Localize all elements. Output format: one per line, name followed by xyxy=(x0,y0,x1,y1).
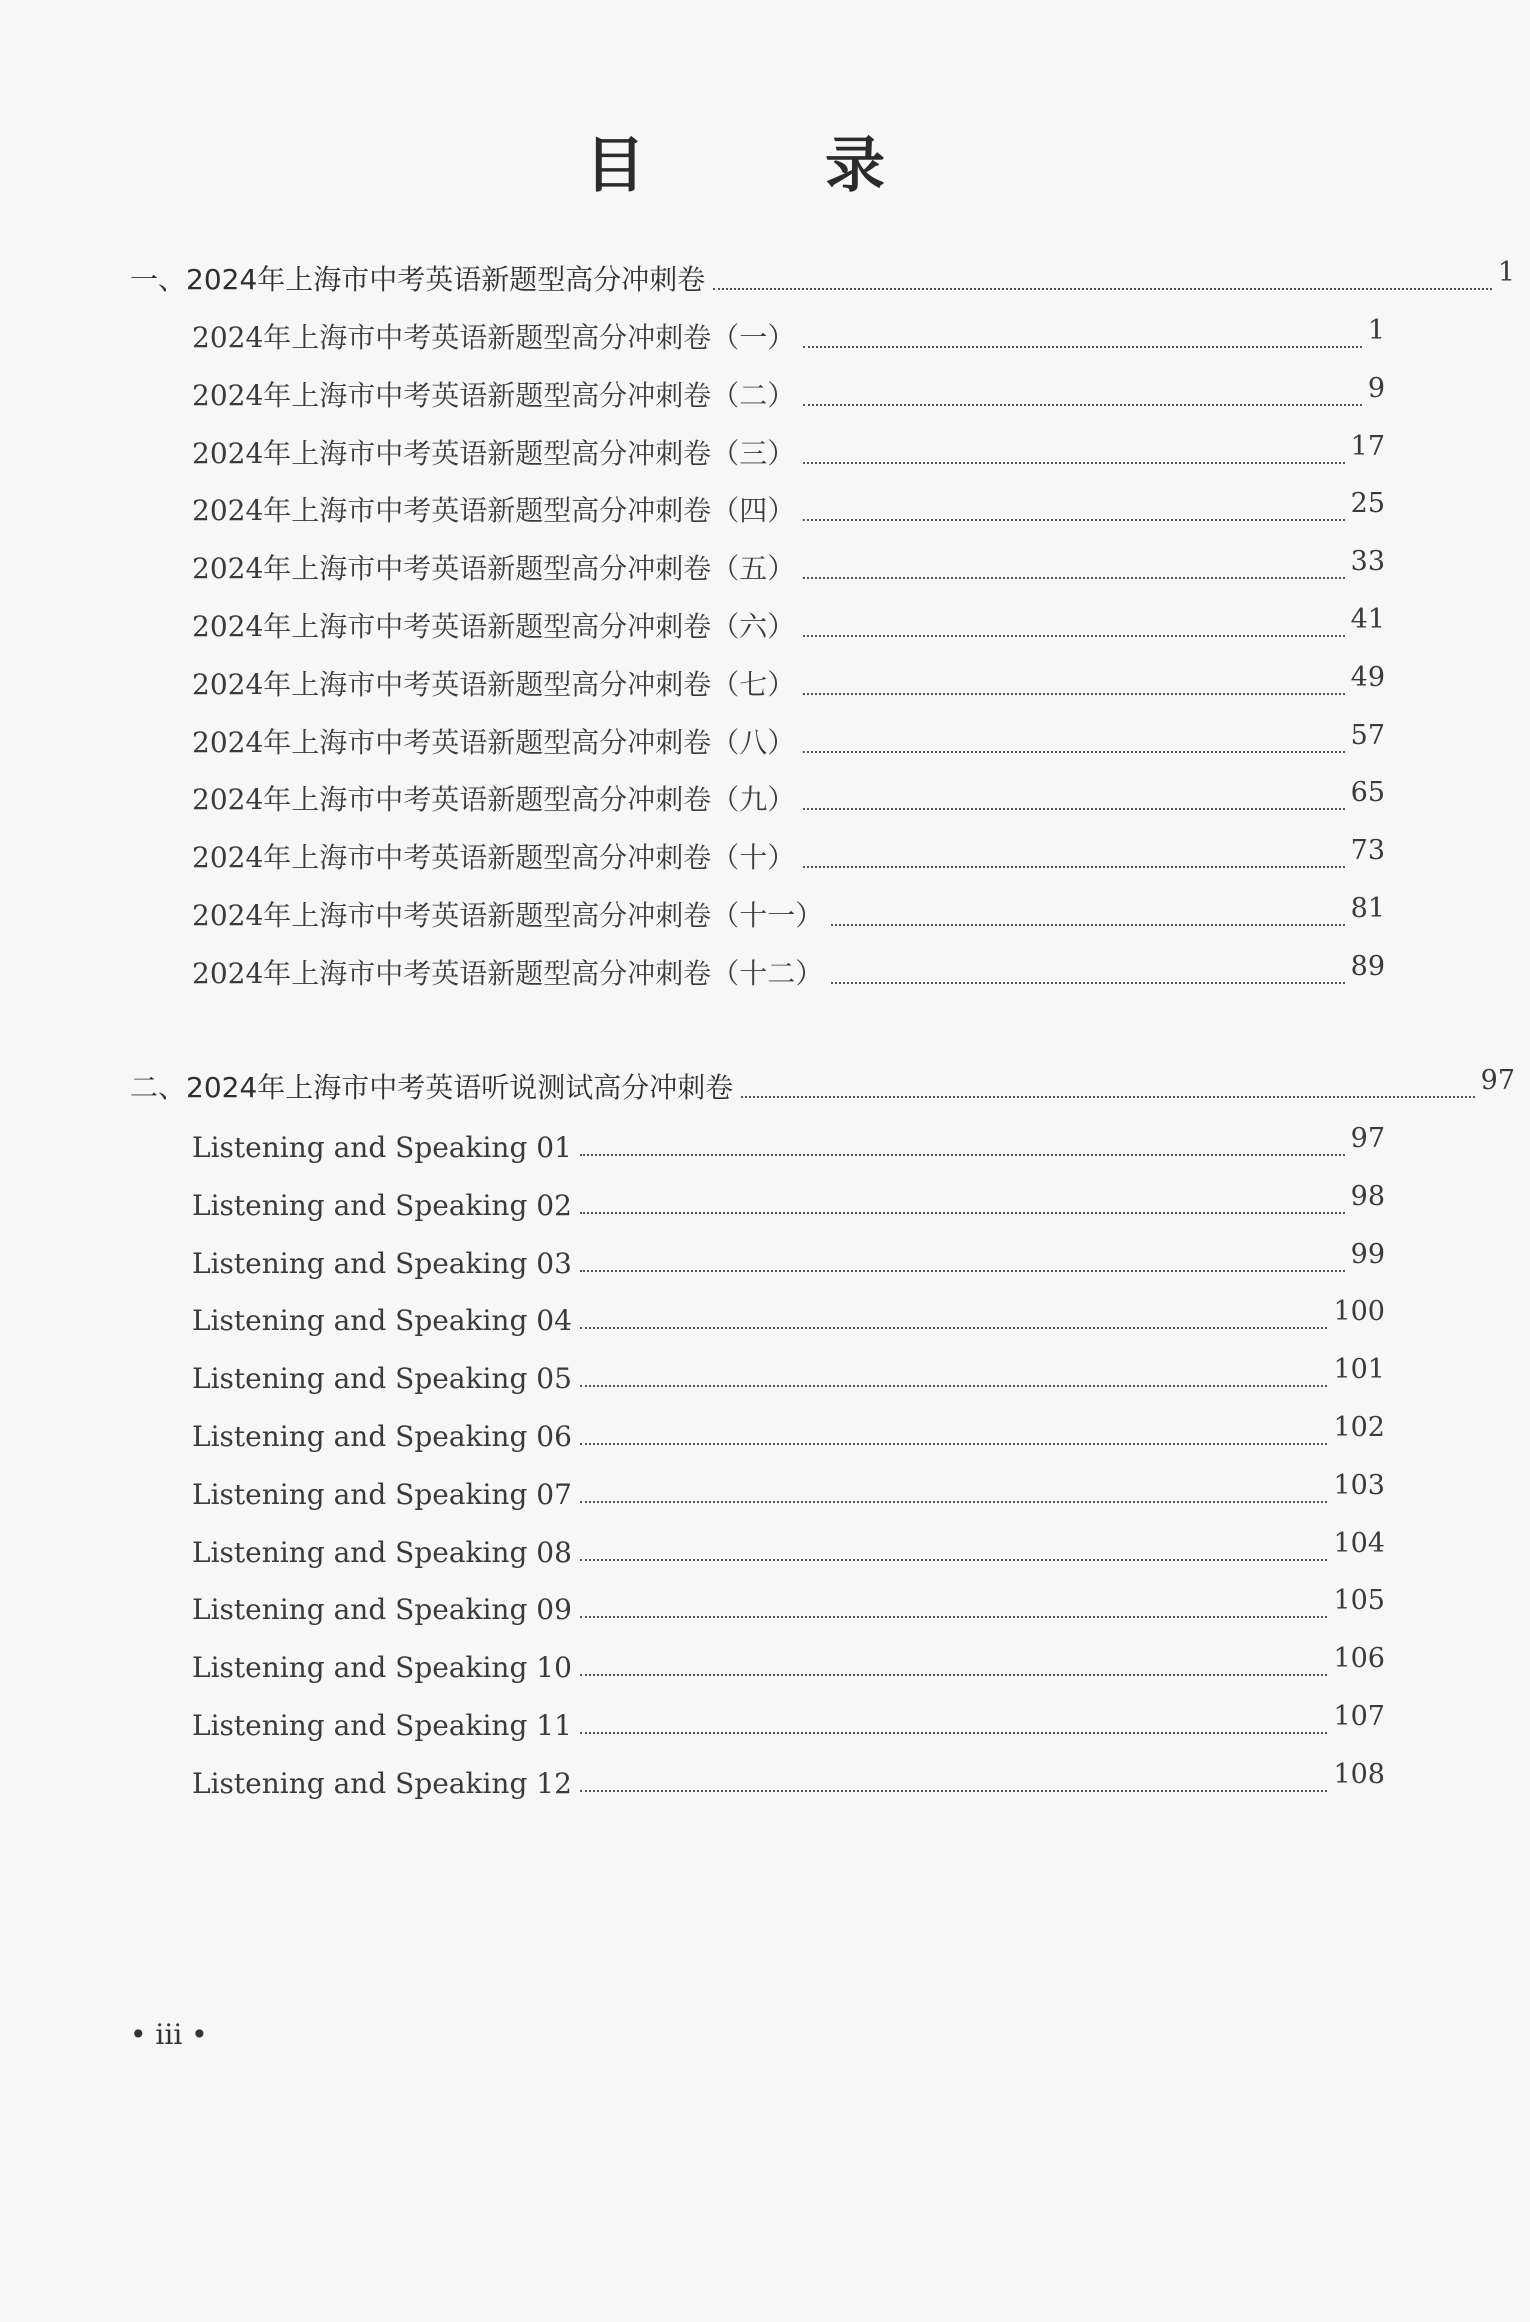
toc-item[interactable] xyxy=(0,1586,1385,1626)
toc-item-label: Listening and Speaking 06 xyxy=(192,1420,572,1453)
leader-dots xyxy=(831,923,1344,926)
toc-item-label: 2024年上海市中考英语新题型高分冲刺卷（六） xyxy=(192,610,796,643)
toc-item[interactable] xyxy=(0,374,1385,414)
leader-dots xyxy=(741,1095,1474,1098)
toc-item-label: 2024年上海市中考英语新题型高分冲刺卷（九） xyxy=(192,783,796,816)
leader-dots xyxy=(713,287,1492,290)
toc-item[interactable] xyxy=(0,432,1385,472)
toc-item[interactable] xyxy=(0,778,1385,818)
toc-item-label: 2024年上海市中考英语新题型高分冲刺卷（十二） xyxy=(192,957,824,990)
leader-dots xyxy=(803,461,1344,464)
leader-dots xyxy=(803,750,1344,753)
leader-dots xyxy=(803,518,1344,521)
toc-item-label: Listening and Speaking 02 xyxy=(192,1189,572,1222)
toc-item-label: Listening and Speaking 01 xyxy=(192,1131,572,1164)
toc-item-label: 2024年上海市中考英语新题型高分冲刺卷（七） xyxy=(192,668,796,701)
page-number-footer: • iii • xyxy=(130,2018,208,2051)
toc-page-number: 101 xyxy=(1333,1354,1385,1385)
toc-item-label: Listening and Speaking 11 xyxy=(192,1709,572,1742)
toc-section-2[interactable] xyxy=(0,1066,1515,1106)
toc-item-label: Listening and Speaking 03 xyxy=(192,1247,572,1280)
toc-page-number: 105 xyxy=(1333,1585,1385,1616)
page-title: 目 录 xyxy=(585,131,945,201)
toc-page-number: 99 xyxy=(1350,1239,1385,1270)
leader-dots xyxy=(580,1384,1328,1387)
leader-dots xyxy=(803,345,1362,348)
toc-item[interactable] xyxy=(0,894,1385,934)
toc-item[interactable] xyxy=(0,952,1385,992)
toc-page-number: 100 xyxy=(1333,1296,1385,1327)
toc-item-label: Listening and Speaking 12 xyxy=(192,1767,572,1800)
toc-page-number: 104 xyxy=(1333,1528,1385,1559)
leader-dots xyxy=(580,1326,1328,1329)
toc-item-label: 2024年上海市中考英语新题型高分冲刺卷（一） xyxy=(192,321,796,354)
toc-page-number: 33 xyxy=(1350,546,1385,577)
toc-item-label: Listening and Speaking 04 xyxy=(192,1304,572,1337)
leader-dots xyxy=(580,1442,1328,1445)
toc-item[interactable] xyxy=(0,489,1385,529)
toc-page-number: 41 xyxy=(1350,604,1385,635)
toc-item-label: 2024年上海市中考英语新题型高分冲刺卷（五） xyxy=(192,552,796,585)
toc-page-number: 81 xyxy=(1350,893,1385,924)
toc-section-1[interactable] xyxy=(0,258,1515,298)
toc-page-number: 49 xyxy=(1350,662,1385,693)
toc-page-number: 65 xyxy=(1350,777,1385,808)
toc-item[interactable] xyxy=(0,316,1385,356)
toc-item-label: Listening and Speaking 09 xyxy=(192,1593,572,1626)
leader-dots xyxy=(580,1731,1328,1734)
toc-item-label: 2024年上海市中考英语新题型高分冲刺卷（十） xyxy=(192,841,796,874)
toc-item[interactable] xyxy=(0,836,1385,876)
leader-dots xyxy=(803,403,1362,406)
toc-page-number: 107 xyxy=(1333,1701,1385,1732)
toc-item-label: Listening and Speaking 07 xyxy=(192,1478,572,1511)
toc-page-number: 97 xyxy=(1480,1065,1515,1096)
leader-dots xyxy=(580,1673,1328,1676)
toc-item[interactable] xyxy=(0,1644,1385,1684)
toc-page-number: 1 xyxy=(1367,315,1385,346)
toc-item-label: Listening and Speaking 05 xyxy=(192,1362,572,1395)
toc-item-label: 2024年上海市中考英语新题型高分冲刺卷（八） xyxy=(192,726,796,759)
toc-item[interactable] xyxy=(0,1760,1385,1800)
leader-dots xyxy=(580,1211,1345,1214)
leader-dots xyxy=(831,981,1344,984)
toc-item[interactable] xyxy=(0,1413,1385,1453)
leader-dots xyxy=(580,1789,1328,1792)
toc-item[interactable] xyxy=(0,1529,1385,1569)
toc-page-number: 108 xyxy=(1333,1759,1385,1790)
toc-item[interactable] xyxy=(0,1471,1385,1511)
toc-item[interactable] xyxy=(0,1702,1385,1742)
toc-page-number: 25 xyxy=(1350,488,1385,519)
leader-dots xyxy=(803,692,1344,695)
toc-page-number: 103 xyxy=(1333,1470,1385,1501)
toc-section-label: 二、2024年上海市中考英语听说测试高分冲刺卷 xyxy=(130,1071,734,1104)
leader-dots xyxy=(803,634,1344,637)
toc-item-label: 2024年上海市中考英语新题型高分冲刺卷（十一） xyxy=(192,899,824,932)
leader-dots xyxy=(580,1558,1328,1561)
leader-dots xyxy=(580,1153,1345,1156)
leader-dots xyxy=(803,807,1344,810)
toc-page-number: 17 xyxy=(1350,431,1385,462)
toc-page-number: 102 xyxy=(1333,1412,1385,1443)
toc-section-label: 一、2024年上海市中考英语新题型高分冲刺卷 xyxy=(130,263,706,296)
toc-item[interactable] xyxy=(0,721,1385,761)
toc-item[interactable] xyxy=(0,1297,1385,1337)
toc-item[interactable] xyxy=(0,1355,1385,1395)
toc-page-number: 106 xyxy=(1333,1643,1385,1674)
toc-page-number: 1 xyxy=(1497,257,1515,288)
leader-dots xyxy=(803,865,1344,868)
toc-page-number: 9 xyxy=(1367,373,1385,404)
toc-item-label: 2024年上海市中考英语新题型高分冲刺卷（四） xyxy=(192,494,796,527)
toc-page-number: 97 xyxy=(1350,1123,1385,1154)
toc-page-number: 73 xyxy=(1350,835,1385,866)
toc-item-label: 2024年上海市中考英语新题型高分冲刺卷（三） xyxy=(192,437,796,470)
leader-dots xyxy=(580,1615,1328,1618)
toc-item[interactable] xyxy=(0,1182,1385,1222)
toc-item-label: Listening and Speaking 10 xyxy=(192,1651,572,1684)
toc-page-number: 89 xyxy=(1350,951,1385,982)
leader-dots xyxy=(803,576,1344,579)
toc-item-label: Listening and Speaking 08 xyxy=(192,1536,572,1569)
leader-dots xyxy=(580,1269,1345,1272)
toc-item-label: 2024年上海市中考英语新题型高分冲刺卷（二） xyxy=(192,379,796,412)
toc-page-number: 57 xyxy=(1350,720,1385,751)
toc-item[interactable] xyxy=(0,605,1385,645)
leader-dots xyxy=(580,1500,1328,1503)
toc-item[interactable] xyxy=(0,663,1385,703)
toc-item[interactable] xyxy=(0,1124,1385,1164)
toc-page-number: 98 xyxy=(1350,1181,1385,1212)
toc-item[interactable] xyxy=(0,1240,1385,1280)
toc-item[interactable] xyxy=(0,547,1385,587)
